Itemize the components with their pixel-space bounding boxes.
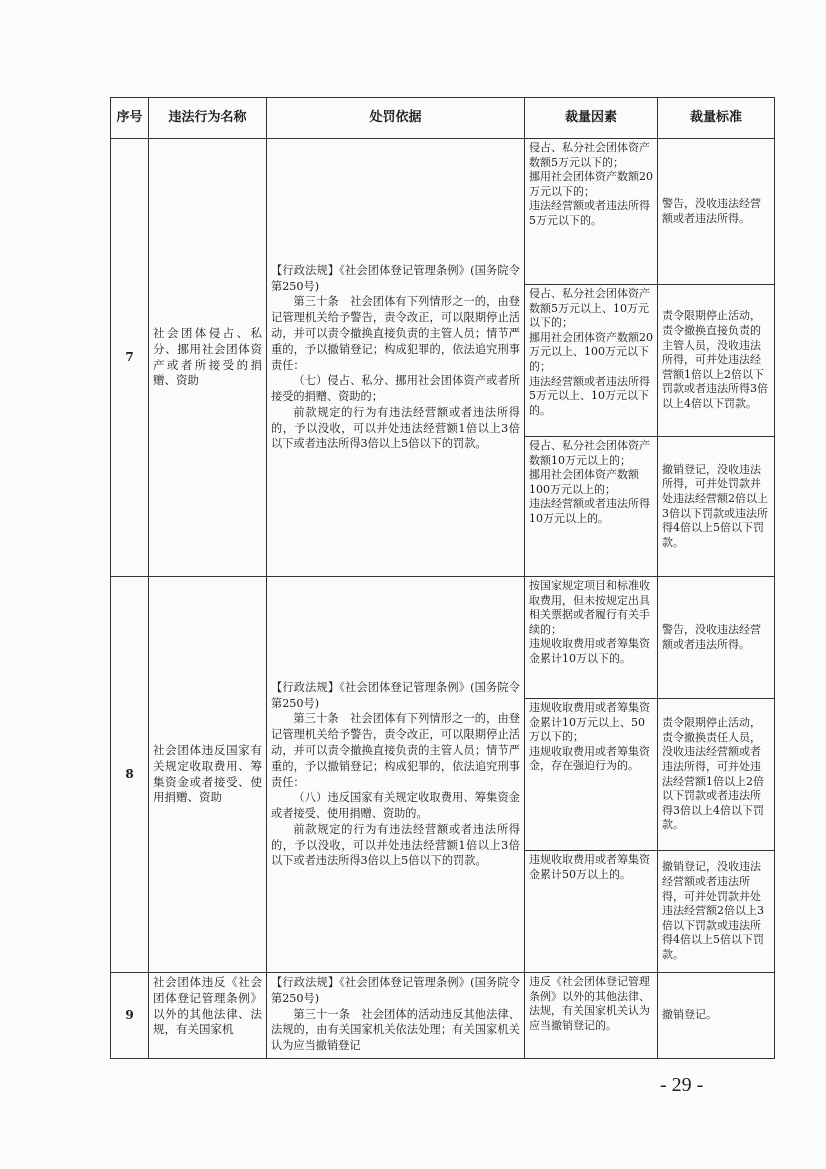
factor-line: 违法经营额或者违法所得5万元以上、10万元以下的。	[529, 374, 650, 417]
row-number: 9	[111, 973, 149, 1059]
header-no: 序号	[111, 98, 149, 139]
basis-item: （八）违反国家有关规定收取费用、筹集资金或者接受、使用捐赠、资助的。	[271, 791, 520, 821]
row-number: 8	[111, 577, 149, 973]
factor-line: 违法经营额或者违法所得5万元以下的。	[529, 199, 650, 227]
factor-line: 挪用社会团体资产数额20万元以上、100万元以下的；	[529, 330, 653, 373]
row-number: 7	[111, 139, 149, 577]
penalty-discretion-table	[110, 97, 775, 1059]
factor-line: 违反《社会团体登记管理条例》以外的其他法律、法规，有关国家机关认为应当撤销登记的。	[529, 975, 650, 1032]
table-row	[111, 973, 775, 1059]
basis-source: 【行政法规】《社会团体登记管理条例》(国务院令第250号)	[271, 976, 520, 1005]
penalty-basis	[267, 577, 525, 973]
factor-line: 违规收取费用或者筹集资金，存在强迫行为的。	[529, 744, 650, 773]
basis-article: 第三十条 社会团体有下列情形之一的，由登记管理机关给予警告，责令改正，可以限期停止活动，并可以责令撤换直接负责的主管人员；情节严重的，予以撤销登记；构成犯罪的，依法追究刑事责任：	[271, 712, 520, 789]
basis-source: 【行政法规】《社会团体登记管理条例》(国务院令第250号)	[271, 263, 520, 293]
discretion-standard: 责令限期停止活动，责令撤换责任人员，没收违法经营额或者违法所得，可并处违法经营额1倍以上2倍以下罚款或者违法所得3倍以上4倍以下罚款。	[658, 699, 775, 851]
factor-line: 按国家规定项目和标准收取费用，但未按规定出具相关票据或者履行有关手续的；	[529, 579, 650, 636]
header-standards: 裁量标准	[658, 98, 775, 139]
factor-line: 侵占、私分社会团体资产数额5万元以下的；	[529, 141, 650, 169]
basis-source: 【行政法规】《社会团体登记管理条例》(国务院令第250号)	[271, 680, 520, 710]
basis-item: （七）侵占、私分、挪用社会团体资产或者所接受的捐赠、资助的；	[271, 374, 520, 404]
table-row	[111, 577, 775, 699]
violation-name: 社会团体违反《社会团体登记管理条例》以外的其他法律、法规，有关国家机	[149, 973, 267, 1059]
basis-article: 第三十一条 社会团体的活动违反其他法律、法规的，由有关国家机关依法处理；有关国家机关认为应当撤销登记	[271, 1007, 520, 1053]
page-number: - 29 -	[660, 1074, 704, 1096]
discretion-standard: 撤销登记。	[658, 973, 775, 1059]
factor-line: 违规收取费用或者筹集资金累计10万以下的。	[529, 637, 650, 665]
basis-penalty: 前款规定的行为有违法经营额或者违法所得的，予以没收，可以并处违法经营额1倍以上3倍以下或者违法所得3倍以上5倍以下的罚款。	[271, 405, 520, 451]
discretion-factor	[525, 577, 658, 699]
factor-line: 挪用社会团体资产数额100万元以上的；	[529, 468, 639, 496]
discretion-standard: 警告，没收违法经营额或者违法所得。	[658, 139, 775, 285]
discretion-factor	[525, 699, 658, 851]
penalty-basis	[267, 973, 525, 1059]
factor-line: 违法经营额或者违法所得10万元以上的。	[529, 497, 650, 525]
discretion-standard: 撤销登记，没收违法所得，可并处罚款并处违法经营额2倍以上3倍以下罚款或违法所得4倍以上5倍以下罚款。	[658, 437, 775, 577]
table-header-row	[111, 98, 775, 139]
factor-line: 侵占、私分社会团体资产数额10万元以上的；	[529, 439, 650, 467]
basis-article: 第三十条 社会团体有下列情形之一的，由登记管理机关给予警告，责令改正，可以限期停止活动，并可以责令撤换直接负责的主管人员；情节严重的，予以撤销登记；构成犯罪的，依法追究刑事责任：	[271, 295, 520, 372]
header-basis: 处罚依据	[267, 98, 525, 139]
discretion-factor	[525, 139, 658, 285]
violation-name: 社会团体侵占、私分、挪用社会团体资产或者所接受的捐赠、资助	[149, 139, 267, 577]
factor-line: 侵占、私分社会团体资产数额5万元以上、10万元以下的；	[529, 287, 650, 330]
discretion-factor	[525, 437, 658, 577]
discretion-standard: 撤销登记，没收违法经营额或者违法所得，可并处罚款并处违法经营额2倍以上3倍以下罚款或违法所得4倍以上5倍以下罚款。	[658, 851, 775, 973]
discretion-factor	[525, 851, 658, 973]
header-factors: 裁量因素	[525, 98, 658, 139]
factor-line: 挪用社会团体资产数额20万元以下的；	[529, 170, 653, 198]
header-name: 违法行为名称	[149, 98, 267, 139]
discretion-standard: 责令限期停止活动，责令撤换直接负责的主管人员，没收违法所得，可并处违法经营额1倍以上2倍以下罚款或者违法所得3倍以上4倍以下罚款。	[658, 285, 775, 437]
factor-line: 违规收取费用或者筹集资金累计10万元以上、50万以下的；	[529, 701, 650, 744]
basis-penalty: 前款规定的行为有违法经营额或者违法所得的，予以没收，可以并处违法经营额1倍以上3倍以下或者违法所得3倍以上5倍以下的罚款。	[271, 822, 520, 868]
table-row	[111, 139, 775, 285]
violation-name: 社会团体违反国家有关规定收取费用、筹集资金或者接受、使用捐赠、资助	[149, 577, 267, 973]
discretion-factor	[525, 285, 658, 437]
discretion-standard: 警告，没收违法经营额或者违法所得。	[658, 577, 775, 699]
factor-line: 违规收取费用或者筹集资金累计50万以上的。	[529, 853, 650, 881]
penalty-basis	[267, 139, 525, 577]
discretion-factor	[525, 973, 658, 1059]
